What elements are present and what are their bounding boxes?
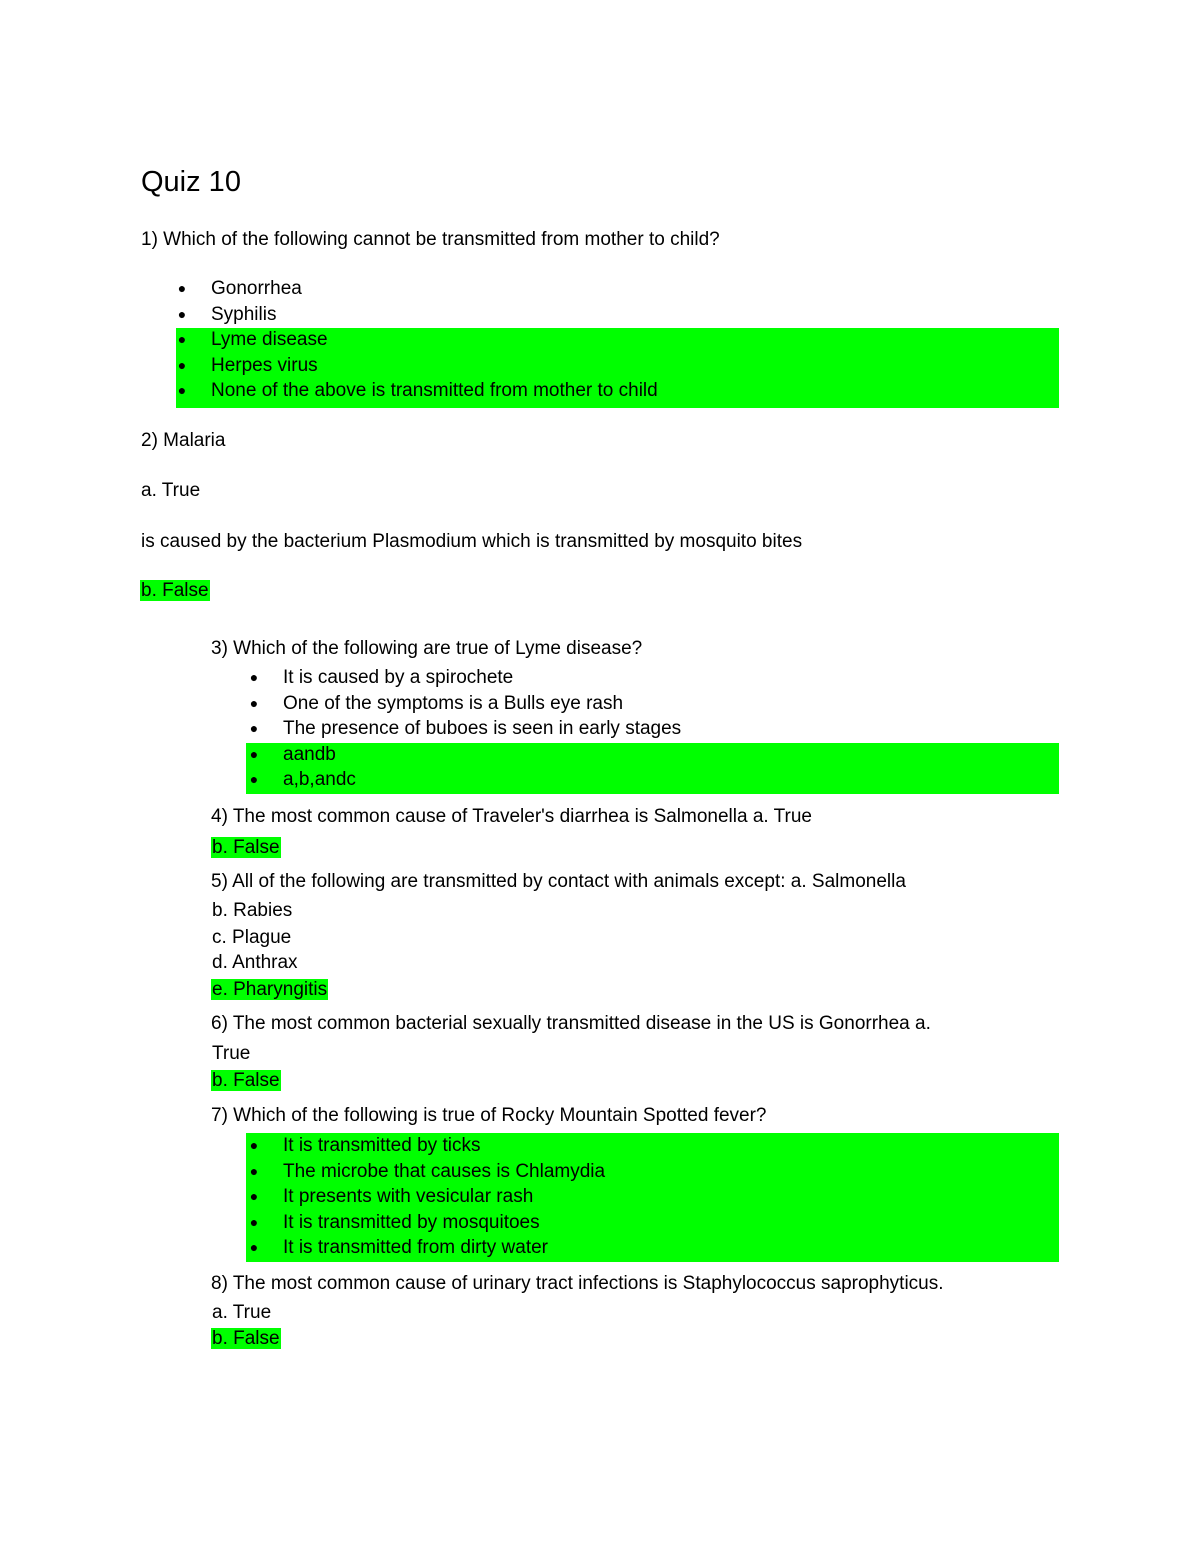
question-6-continued: True [212,1043,251,1064]
question-2: 2) Malaria [141,430,226,451]
bullet-dot-icon: ● [249,1162,259,1179]
bullet-dot-icon: ● [249,1213,259,1230]
question-4: 4) The most common cause of Traveler's diarrhea is Salmonella a. True [211,806,812,827]
bullet-dot-icon: ● [177,331,187,347]
q4-answer-b: b. False [212,837,280,858]
question-6: 6) The most common bacterial sexually transmitted disease in the US is Gonorrhea a. [211,1013,931,1034]
bullet-dot-icon: ● [177,305,187,322]
question-1: 1) Which of the following cannot be transmitted from mother to child? [141,229,720,250]
q8-option-a: a. True [212,1302,272,1323]
question-8: 8) The most common cause of urinary tract infections is Staphylococcus saprophyticus. [211,1273,944,1294]
bullet-dot-icon: ● [177,382,187,398]
bullet-dot-icon: ● [177,280,187,296]
q2-option-a: a. True [141,480,201,501]
bullet-dot-icon: ● [249,771,259,787]
bullet-dot-icon: ● [249,694,259,711]
q5-option-c: c. Plague [212,927,292,948]
q2-answer-b: b. False [141,580,209,601]
bullet-dot-icon: ● [249,720,259,736]
q8-answer-b: b. False [212,1328,280,1349]
answer-highlight-q3 [246,743,1059,794]
bullet-dot-icon: ● [249,745,259,762]
bullet-dot-icon: ● [177,356,187,373]
q5-answer-e: e. Pharyngitis [212,979,328,1000]
bullet-dot-icon: ● [249,1239,259,1255]
question-5: 5) All of the following are transmitted by contact with animals except: a. Salmonella [211,871,906,892]
bullet-dot-icon: ● [249,1137,259,1153]
q6-answer-b: b. False [212,1070,280,1091]
document-page: Quiz 10 1) Which of the following cannot be transmitted from mother to child? ● Gonorrhea ● Syphilis ● Lyme disease ● Herpes virus ● None of the above is transmitted from mother to child 2) Malaria a. True is caused by the bacterium Plasmodium which is transmitted by mosquito bites b. False 3) Which of the following are true of Lyme disease? ● It is caused by a spirochete ● One of the symptoms is a Bulls eye rash ● The presence of buboes is seen in early stages ● aandb ● a,b,andc 4) The most common cause of Traveler's diarrhea is Salmonella a. True b. False 5) All of the following are transmitted by contact with animals except: a. Salmonella b. Rabies c. Plague d. Anthrax e. Pharyngitis 6) The most common bacterial sexually transmitted disease in the US is Gonorrhea a. True b. False 7) Which of the following is true of Rocky Mountain Spotted fever? ● It is transmitted by ticks ● The microbe that causes is Chlamydia ● It presents with vesicular rash ● It is transmitted by mosquitoes ● It is transmitted from dirty water 8) The most common cause of urinary tract infections is Staphylococcus saprophyticus. a. True b. False [0,0,1200,1553]
question-7: 7) Which of the following is true of Rocky Mountain Spotted fever? [211,1105,767,1126]
bullet-dot-icon: ● [249,669,259,685]
question-3: 3) Which of the following are true of Lyme disease? [211,638,643,659]
page-title: Quiz 10 [141,166,241,198]
q2-statement: is caused by the bacterium Plasmodium which is transmitted by mosquito bites [141,531,803,552]
q5-option-b: b. Rabies [212,900,293,921]
q5-option-d: d. Anthrax [212,952,298,973]
bullet-dot-icon: ● [249,1188,259,1204]
